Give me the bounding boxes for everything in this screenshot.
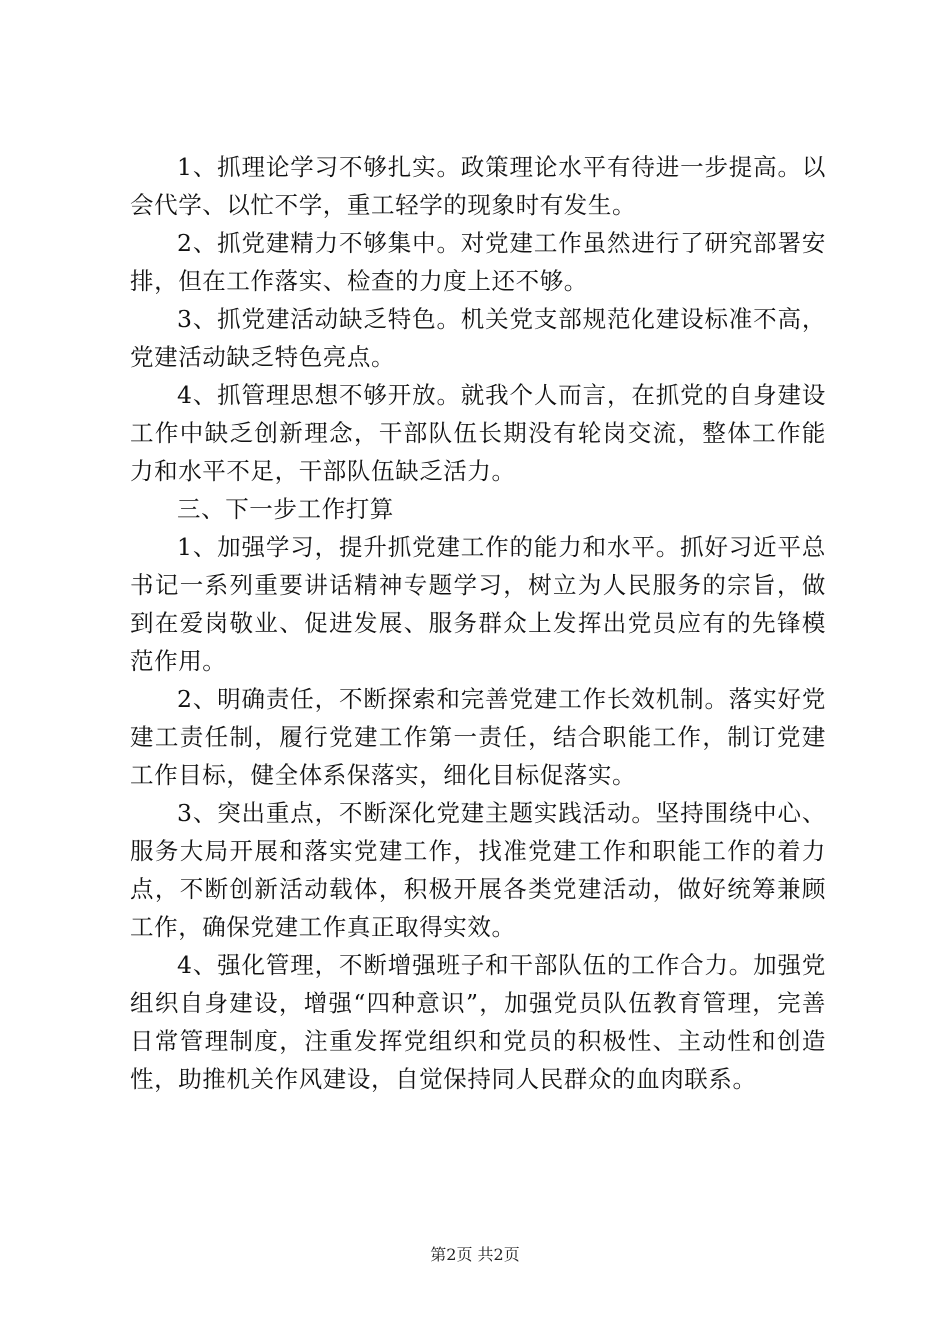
section-heading: 三、下一步工作打算: [177, 495, 394, 523]
paragraph-1: 1、抓理论学习不够扎实。政策理论水平有待进一步提高。以会代学、以忙不学，重工轻学的现象时有发生。: [130, 153, 826, 219]
paragraph-2: 2、抓党建精力不够集中。对党建工作虽然进行了研究部署安排，但在工作落实、检查的力度上还不够。: [130, 229, 826, 295]
document-body: [130, 148, 826, 1098]
paragraph-4: 4、抓管理思想不够开放。就我个人而言，在抓党的自身建设工作中缺乏创新理念，干部队伍长期没有轮岗交流，整体工作能力和水平不足，干部队伍缺乏活力。: [130, 381, 826, 485]
paragraph-8: 4、强化管理，不断增强班子和干部队伍的工作合力。加强党组织自身建设，增强“四种意识”，加强党员队伍教育管理，完善日常管理制度，注重发挥党组织和党员的积极性、主动性和创造性，助推机关作风建设，自觉保持同人民群众的血肉联系。: [130, 951, 826, 1093]
paragraph-3: 3、抓党建活动缺乏特色。机关党支部规范化建设标准不高，党建活动缺乏特色亮点。: [130, 305, 826, 371]
paragraph-6: 2、明确责任，不断探索和完善党建工作长效机制。落实好党建工责任制，履行党建工作第一责任，结合职能工作，制订党建工作目标，健全体系保落实，细化目标促落实。: [130, 685, 826, 789]
page-footer: [0, 1244, 950, 1266]
page-number: 第2页 共2页: [430, 1245, 520, 1264]
paragraph-7: 3、突出重点，不断深化党建主题实践活动。坚持围绕中心、服务大局开展和落实党建工作，找准党建工作和职能工作的着力点，不断创新活动载体，积极开展各类党建活动，做好统筹兼顾工作，确保党建工作真正取得实效。: [130, 799, 826, 941]
paragraph-5: 1、加强学习，提升抓党建工作的能力和水平。抓好习近平总书记一系列重要讲话精神专题学习，树立为人民服务的宗旨，做到在爱岗敬业、促进发展、服务群众上发挥出党员应有的先锋模范作用。: [130, 533, 826, 675]
